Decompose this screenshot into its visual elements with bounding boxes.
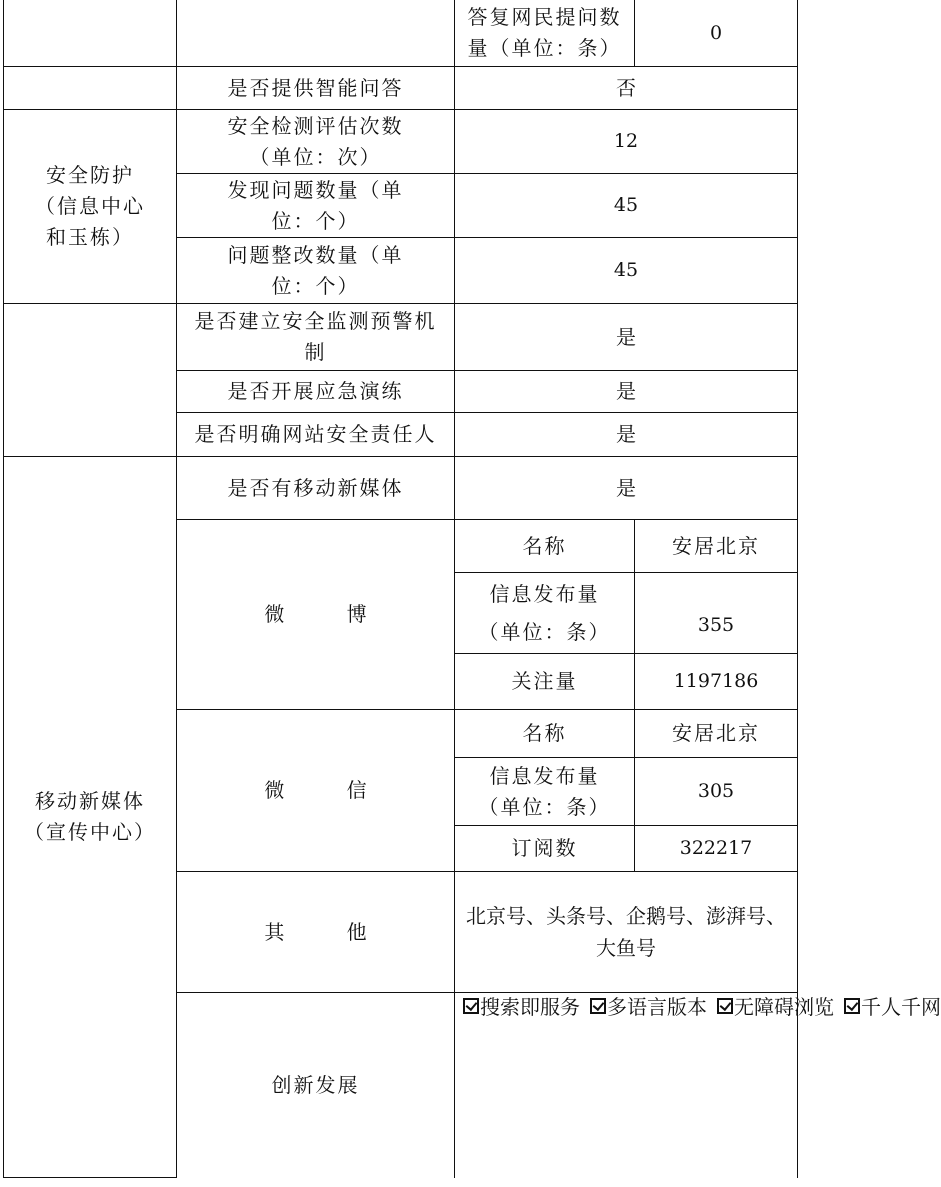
checkbox-checked-icon xyxy=(590,998,606,1014)
weibo-posts-label: 信息发布量（单位：条） xyxy=(455,573,635,654)
smart-qa-value: 否 xyxy=(455,67,798,110)
weibo-followers-value: 1197186 xyxy=(635,654,798,710)
smart-qa-label: 是否提供智能问答 xyxy=(177,67,455,110)
checkbox-checked-icon xyxy=(463,998,479,1014)
category-cell-continued xyxy=(4,67,177,110)
mobile-category: 移动新媒体（宣传中心） xyxy=(4,457,177,1178)
reply-count-label: 答复网民提问数量（单位：条） xyxy=(455,0,635,67)
wechat-posts-label: 信息发布量（单位：条） xyxy=(455,758,635,826)
eval-count-label: 安全检测评估次数（单位：次） xyxy=(177,110,455,174)
eval-count-value: 12 xyxy=(455,110,798,174)
drill-label: 是否开展应急演练 xyxy=(177,371,455,413)
has-media-value: 是 xyxy=(455,457,798,520)
other-label: 其 他 xyxy=(177,872,455,993)
issues-found-value: 45 xyxy=(455,174,798,238)
has-media-label: 是否有移动新媒体 xyxy=(177,457,455,520)
feature-accessibility: 无障碍浏览 xyxy=(717,993,834,1021)
feature-multilingual: 多语言版本 xyxy=(590,993,707,1021)
innovation-feature-list xyxy=(463,993,941,1021)
issues-found-label: 发现问题数量（单位：个） xyxy=(177,174,455,238)
feature-personalized: 千人千网 xyxy=(844,993,941,1021)
feature-search-as-service: 搜索即服务 xyxy=(463,993,580,1021)
weibo-name-label: 名称 xyxy=(455,520,635,573)
wechat-name-value: 安居北京 xyxy=(635,710,798,758)
checkbox-checked-icon xyxy=(717,998,733,1014)
government-website-report-table xyxy=(3,0,941,1178)
monitor-value: 是 xyxy=(455,304,798,371)
owner-label: 是否明确网站安全责任人 xyxy=(177,413,455,457)
checkbox-checked-icon xyxy=(844,998,860,1014)
wechat-name-label: 名称 xyxy=(455,710,635,758)
security-category: 安全防护（信息中心和玉栋） xyxy=(4,110,177,304)
security-subcategory-empty xyxy=(4,304,177,457)
wechat-subscribers-label: 订阅数 xyxy=(455,826,635,872)
weibo-name-value: 安居北京 xyxy=(635,520,798,573)
drill-value: 是 xyxy=(455,371,798,413)
subcategory-cell-continued xyxy=(177,0,455,67)
reply-count-value: 0 xyxy=(635,0,798,67)
weibo-posts-value: 355 xyxy=(635,573,798,654)
weibo-label: 微 博 xyxy=(177,520,455,710)
other-platforms-value: 北京号、头条号、企鹅号、澎湃号、大鱼号 xyxy=(455,872,798,993)
weibo-followers-label: 关注量 xyxy=(455,654,635,710)
wechat-posts-value: 305 xyxy=(635,758,798,826)
innovation-features xyxy=(455,993,941,1178)
wechat-subscribers-value: 322217 xyxy=(635,826,798,872)
issues-fixed-value: 45 xyxy=(455,238,798,304)
innovation-category: 创新发展 xyxy=(177,993,455,1178)
category-cell-continued xyxy=(4,0,177,67)
monitor-label: 是否建立安全监测预警机制 xyxy=(177,304,455,371)
issues-fixed-label: 问题整改数量（单位：个） xyxy=(177,238,455,304)
owner-value: 是 xyxy=(455,413,798,457)
wechat-label: 微 信 xyxy=(177,710,455,872)
